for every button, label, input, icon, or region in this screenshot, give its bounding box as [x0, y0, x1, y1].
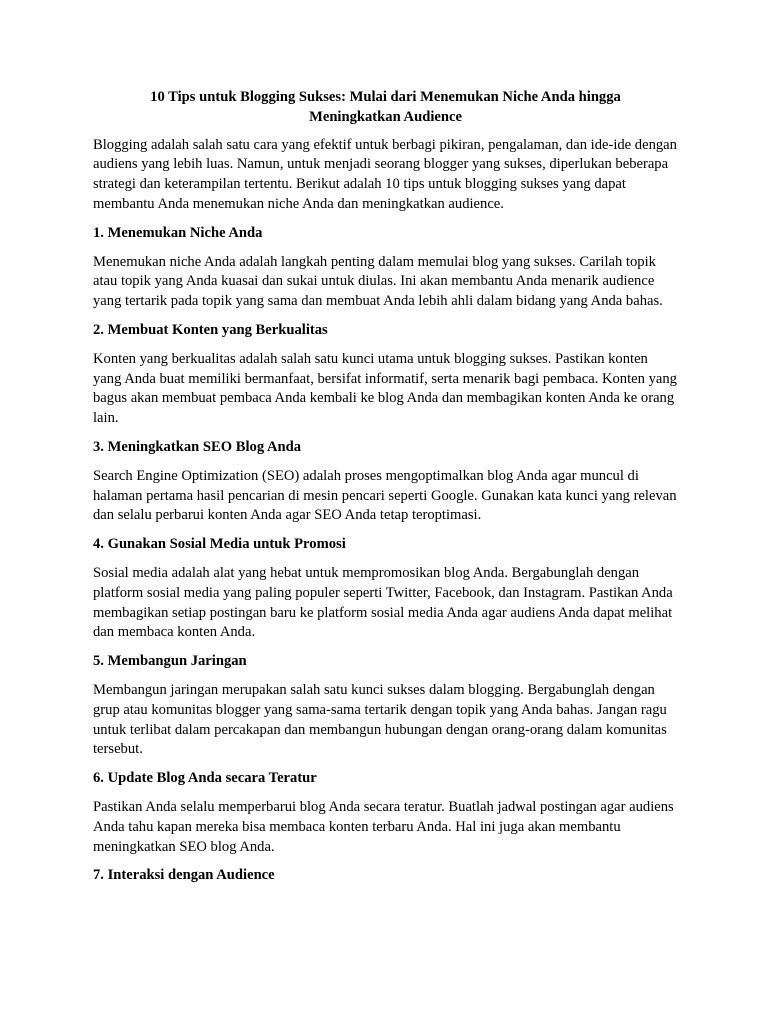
- section-heading-2: 2. Membuat Konten yang Berkualitas: [93, 321, 328, 338]
- section-heading-7: 7. Interaksi dengan Audience: [93, 867, 275, 884]
- section-body-3: Search Engine Optimization (SEO) adalah proses mengoptimalkan blog Anda agar muncul di halaman pertama hasil pencarian di mesin pencari seperti Google. Gunakan kata kunci yang relevan dan selalu perbarui konten Anda agar SEO Anda tetap teroptimasi.: [93, 467, 677, 524]
- section-heading-3: 3. Meningkatkan SEO Blog Anda: [93, 438, 302, 455]
- intro-paragraph: Blogging adalah salah satu cara yang efektif untuk berbagi pikiran, pengalaman, dan ide-ide dengan audiens yang lebih luas. Namun, untuk menjadi seorang blogger yang sukses, diperlukan beberapa strategi dan keterampilan tertentu. Berikut adalah 10 tips untuk blogging sukses yang dapat membantu Anda menemukan niche Anda dan meningkatkan audience.: [93, 136, 677, 212]
- document-page: [93, 88, 678, 895]
- document-title: 10 Tips untuk Blogging Sukses: Mulai dari Menemukan Niche Anda hingga Meningkatkan Audience: [150, 89, 621, 125]
- section-body-6: Pastikan Anda selalu memperbarui blog Anda secara teratur. Buatlah jadwal postingan agar audiens Anda tahu kapan mereka bisa membaca konten terbaru Anda. Hal ini juga akan membantu meningkatkan SEO blog Anda.: [93, 798, 674, 855]
- section-body-1: Menemukan niche Anda adalah langkah penting dalam memulai blog yang sukses. Carilah topik atau topik yang Anda kuasai dan sukai untuk diulas. Ini akan membantu Anda menarik audience yang tertarik pada topik yang sama dan membuat Anda lebih ahli dalam bidang yang Anda bahas.: [93, 253, 663, 310]
- section-heading-5: 5. Membangun Jaringan: [93, 653, 247, 670]
- section-body-4: Sosial media adalah alat yang hebat untuk mempromosikan blog Anda. Bergabunglah dengan platform sosial media yang paling populer seperti Twitter, Facebook, dan Instagram. Pastikan Anda membagikan setiap postingan baru ke platform sosial media Anda agar audiens Anda dapat melihat dan membaca konten Anda.: [93, 564, 673, 641]
- section-heading-4: 4. Gunakan Sosial Media untuk Promosi: [93, 536, 346, 553]
- section-heading-1: 1. Menemukan Niche Anda: [93, 224, 263, 241]
- section-heading-6: 6. Update Blog Anda secara Teratur: [93, 770, 317, 787]
- section-body-5: Membangun jaringan merupakan salah satu kunci sukses dalam blogging. Bergabunglah dengan grup atau komunitas blogger yang sama-sama tertarik dengan topik yang Anda bahas. Jangan ragu untuk terlibat dalam percakapan dan membangun hubungan dengan orang-orang dalam komunitas tersebut.: [93, 681, 667, 758]
- section-body-2: Konten yang berkualitas adalah salah satu kunci utama untuk blogging sukses. Pastikan konten yang Anda buat memiliki bermanfaat, bersifat informatif, serta menarik bagi pembaca. Konten yang bagus akan membuat pembaca Anda kembali ke blog Anda dan membagikan konten Anda ke orang lain.: [93, 350, 677, 427]
